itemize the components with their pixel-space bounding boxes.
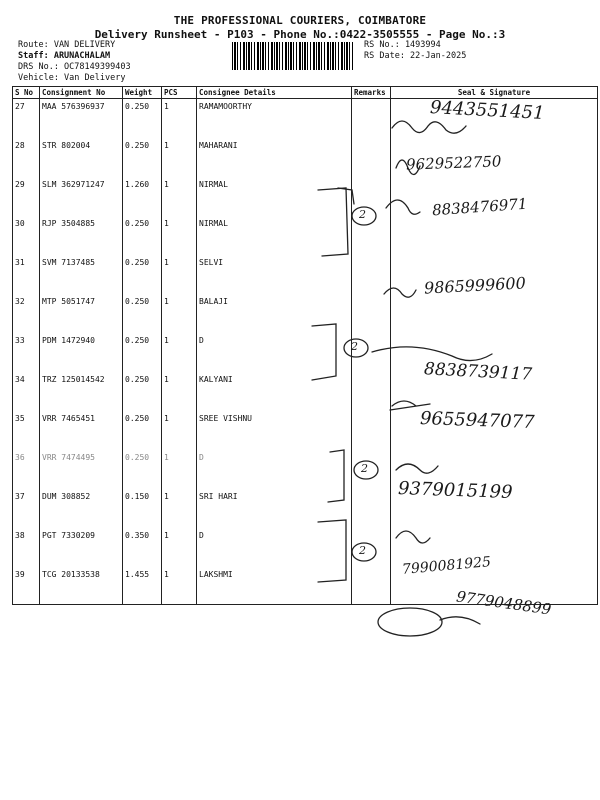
circled-number-mark: 2 (359, 208, 366, 221)
cell-sno: 32 (13, 294, 40, 333)
cell-sno: 34 (13, 372, 40, 411)
cell-sno: 31 (13, 255, 40, 294)
cell-sno: 29 (13, 177, 40, 216)
runsheet-table (12, 86, 598, 605)
cell-sno: 37 (13, 489, 40, 528)
cell-consignee: KALYANI (197, 372, 352, 411)
cell-consignee: SREE VISHNU (197, 411, 352, 450)
cell-sno: 27 (13, 99, 40, 139)
cell-consignee: LAKSHMI (197, 567, 352, 605)
table-row (13, 216, 598, 255)
cell-pcs: 1 (162, 411, 197, 450)
handwritten-phone: 7990081925 (401, 554, 492, 578)
handwritten-phone: 8838476971 (431, 194, 528, 220)
col-consignee: Consignee Details (197, 87, 352, 99)
col-pcs: PCS (162, 87, 197, 99)
cell-remarks (352, 528, 391, 567)
cell-pcs: 1 (162, 99, 197, 139)
header-title: THE PROFESSIONAL COURIERS, COIMBATORE (173, 14, 427, 27)
cell-consignment: STR 802004 (40, 138, 123, 177)
cell-consignee: SELVI (197, 255, 352, 294)
cell-remarks (352, 372, 391, 411)
cell-remarks (352, 489, 391, 528)
handwritten-phone: 9865999600 (423, 273, 527, 298)
staff-text: Staff: ARUNACHALAM (18, 51, 111, 61)
cell-pcs: 1 (162, 294, 197, 333)
cell-consignment: DUM 308852 (40, 489, 123, 528)
table-row (13, 294, 598, 333)
cell-remarks (352, 450, 391, 489)
cell-remarks (352, 411, 391, 450)
handwritten-phone: 8838739117 (423, 359, 533, 385)
cell-remarks (352, 294, 391, 333)
cell-weight: 0.250 (123, 99, 162, 139)
cell-consignment: RJP 3504885 (40, 216, 123, 255)
circled-number-mark: 2 (359, 544, 366, 557)
handwritten-phone: 9443551451 (429, 97, 546, 124)
cell-remarks (352, 567, 391, 605)
cell-weight: 1.455 (123, 567, 162, 605)
cell-consignment: VRR 7474495 (40, 450, 123, 489)
cell-consignment: SVM 7137485 (40, 255, 123, 294)
table-row (13, 138, 598, 177)
cell-pcs: 1 (162, 177, 197, 216)
barcode-image (232, 42, 354, 70)
col-signature: Seal & Signature (391, 87, 598, 99)
cell-weight: 0.250 (123, 372, 162, 411)
cell-consignee: D (197, 528, 352, 567)
cell-consignment: VRR 7465451 (40, 411, 123, 450)
cell-sno: 35 (13, 411, 40, 450)
cell-consignment: TRZ 125014542 (40, 372, 123, 411)
cell-weight: 0.250 (123, 255, 162, 294)
cell-sno: 33 (13, 333, 40, 372)
cell-pcs: 1 (162, 567, 197, 605)
cell-consignment: TCG 20133538 (40, 567, 123, 605)
cell-consignment: SLM 362971247 (40, 177, 123, 216)
circled-number-mark: 2 (361, 462, 368, 475)
cell-pcs: 1 (162, 216, 197, 255)
cell-signature (391, 294, 598, 333)
cell-weight: 0.250 (123, 411, 162, 450)
vehicle-text: Vehicle: Van Delivery (18, 73, 126, 83)
cell-weight: 1.260 (123, 177, 162, 216)
cell-weight: 0.250 (123, 333, 162, 372)
cell-sno: 36 (13, 450, 40, 489)
handwritten-phone: 9629522750 (405, 152, 502, 174)
handwritten-phone: 9779048899 (455, 587, 553, 619)
cell-sno: 28 (13, 138, 40, 177)
cell-sno: 39 (13, 567, 40, 605)
cell-consignment: MTP 5051747 (40, 294, 123, 333)
cell-remarks (352, 216, 391, 255)
cell-consignee: D (197, 450, 352, 489)
rs-date-text: RS Date: 22-Jan-2025 (364, 51, 467, 61)
meta-right (364, 40, 466, 62)
cell-pcs: 1 (162, 138, 197, 177)
cell-pcs: 1 (162, 489, 197, 528)
cell-consignee: NIRMAL (197, 177, 352, 216)
cell-consignee: MAHARANI (197, 138, 352, 177)
cell-consignee: BALAJI (197, 294, 352, 333)
circled-number-mark: 2 (351, 340, 358, 353)
cell-consignee: D (197, 333, 352, 372)
cell-pcs: 1 (162, 450, 197, 489)
header-subtitle: Delivery Runsheet - P103 - Phone No.:0422-3505555 - Page No.:3 (94, 28, 506, 41)
cell-consignment: PGT 7330209 (40, 528, 123, 567)
handwritten-phone: 9379015199 (397, 478, 513, 503)
cell-pcs: 1 (162, 528, 197, 567)
cell-remarks (352, 177, 391, 216)
signature-scribble (378, 608, 442, 636)
cell-pcs: 1 (162, 333, 197, 372)
cell-weight: 0.150 (123, 489, 162, 528)
cell-sno: 38 (13, 528, 40, 567)
cell-consignment: MAA 576396937 (40, 99, 123, 139)
route-text: Route: VAN DELIVERY (18, 40, 116, 50)
cell-consignee: RAMAMOORTHY (197, 99, 352, 139)
cell-weight: 0.250 (123, 138, 162, 177)
cell-weight: 0.250 (123, 294, 162, 333)
table-row (13, 528, 598, 567)
cell-consignment: PDM 1472940 (40, 333, 123, 372)
cell-sno: 30 (13, 216, 40, 255)
col-consignment: Consignment No (40, 87, 123, 99)
cell-weight: 0.250 (123, 450, 162, 489)
signature-scribble (440, 617, 480, 624)
col-sno: S No (13, 87, 40, 99)
cell-remarks (352, 138, 391, 177)
cell-weight: 0.250 (123, 216, 162, 255)
handwritten-phone: 9655947077 (419, 408, 535, 433)
drs-text: DRS No.: OC78149399403 (18, 62, 131, 72)
cell-pcs: 1 (162, 372, 197, 411)
cell-remarks (352, 255, 391, 294)
rs-no-text: RS No.: 1493994 (364, 40, 441, 50)
table-header-row (13, 87, 598, 99)
cell-signature (391, 216, 598, 255)
col-weight: Weight (123, 87, 162, 99)
col-remarks: Remarks (352, 87, 391, 99)
cell-remarks (352, 99, 391, 139)
cell-consignee: SRI HARI (197, 489, 352, 528)
cell-consignee: NIRMAL (197, 216, 352, 255)
cell-pcs: 1 (162, 255, 197, 294)
meta-left (18, 40, 131, 84)
cell-weight: 0.350 (123, 528, 162, 567)
